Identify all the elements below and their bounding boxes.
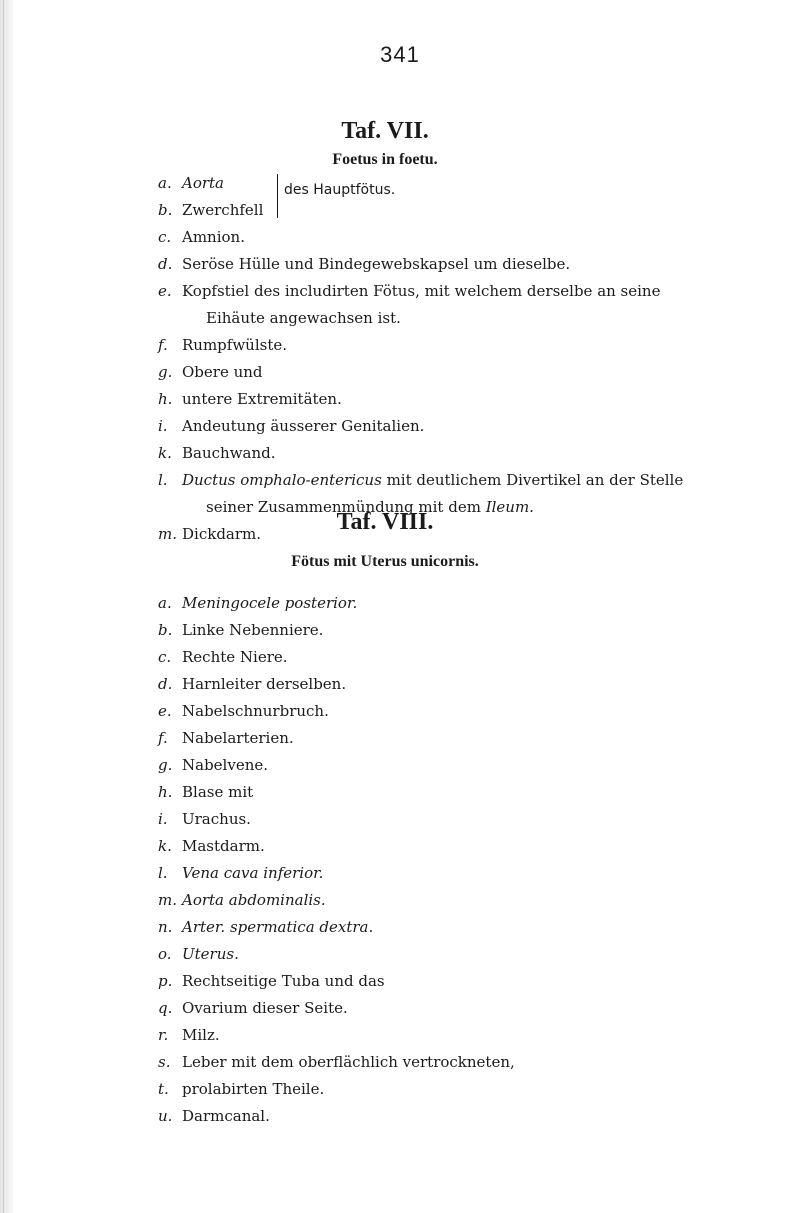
legend-text: Nabelschnurbruch. (182, 702, 329, 720)
legend-text: Rechtseitige Tuba und das (182, 972, 385, 990)
legend-letter: f. (158, 336, 168, 354)
legend-item-d (158, 251, 758, 278)
legend-item-f (158, 725, 758, 752)
plate-vii-subtitle: Foetus in foetu. (332, 151, 438, 168)
legend-letter: k. (158, 837, 172, 855)
legend-text: Rumpfwülste. (182, 336, 287, 354)
legend-text: Arter. spermatica dextra. (182, 918, 374, 936)
legend-item-o (158, 941, 758, 968)
plate-vii-title: Taf. VII. (341, 118, 429, 144)
legend-italic-term: Ductus omphalo-entericus (182, 471, 382, 489)
legend-item-g (158, 359, 758, 386)
legend-letter: o. (158, 945, 172, 963)
legend-text: mit deutlichem Divertikel an der Stelle (386, 471, 684, 489)
legend-item-m (158, 887, 758, 914)
legend-letter: g. (158, 363, 173, 381)
legend-letter: e. (158, 282, 172, 300)
legend-item-q (158, 995, 758, 1022)
legend-letter: e. (158, 702, 172, 720)
brace-mark (271, 174, 278, 218)
legend-item-i (158, 413, 758, 440)
legend-text: Ovarium dieser Seite. (182, 999, 348, 1017)
legend-text: Aorta (182, 174, 225, 192)
legend-item-h (158, 386, 758, 413)
legend-letter: c. (158, 648, 172, 666)
legend-letter: l. (158, 864, 168, 882)
legend-text: Vena cava inferior. (182, 864, 324, 882)
legend-text: Aorta abdominalis. (182, 891, 326, 909)
legend-item-k (158, 833, 758, 860)
legend-text: Rechte Niere. (182, 648, 288, 666)
legend-letter: d. (158, 675, 173, 693)
legend-letter: b. (158, 621, 173, 639)
legend-text: Obere und (182, 363, 263, 381)
legend-letter: u. (158, 1107, 173, 1125)
legend-item-t (158, 1076, 758, 1103)
legend-letter: t. (158, 1080, 169, 1098)
legend-text: Bauchwand. (182, 444, 276, 462)
legend-item-a (158, 170, 224, 197)
legend-letter: h. (158, 390, 173, 408)
legend-continuation: Eihäute angewachsen ist. (206, 309, 401, 327)
plate-viii-legend (158, 590, 758, 1130)
legend-letter: s. (158, 1053, 171, 1071)
legend-continuation-text: seiner Zusammenmündung mit dem (206, 498, 481, 516)
legend-text: Harnleiter derselben. (182, 675, 347, 693)
legend-text: Mastdarm. (182, 837, 265, 855)
legend-item-n (158, 914, 758, 941)
legend-letter: l. (158, 471, 168, 489)
legend-text: prolabirten Theile. (182, 1080, 325, 1098)
legend-text: Uterus. (182, 945, 239, 963)
legend-text: Zwerchfell (182, 201, 264, 219)
legend-item-b (158, 197, 263, 224)
legend-item-r (158, 1022, 758, 1049)
legend-letter: k. (158, 444, 172, 462)
legend-text: Linke Nebenniere. (182, 621, 324, 639)
legend-text: Seröse Hülle und Bindegewebskapsel um dieselbe. (182, 255, 571, 273)
legend-letter: a. (158, 594, 172, 612)
legend-text: Meningocele posterior. (182, 594, 358, 612)
legend-text: Dickdarm. (182, 525, 262, 543)
binding-gutter (0, 0, 14, 1213)
legend-text: Andeutung äusserer Genitalien. (182, 417, 425, 435)
legend-text: Amnion. (182, 228, 245, 246)
legend-letter: i. (158, 417, 168, 435)
legend-item-h (158, 779, 758, 806)
legend-letter: a. (158, 174, 172, 192)
legend-item-c (158, 224, 758, 251)
legend-item-f (158, 332, 758, 359)
plate-viii-subtitle: Fötus mit Uterus unicornis. (291, 553, 479, 570)
plate-vii-legend (158, 224, 758, 548)
legend-text: Milz. (182, 1026, 220, 1044)
legend-letter: r. (158, 1026, 169, 1044)
legend-letter: n. (158, 918, 173, 936)
legend-text: Blase mit (182, 783, 254, 801)
legend-letter: i. (158, 810, 168, 828)
legend-text: Leber mit dem oberflächlich vertrockneten, (182, 1053, 515, 1071)
legend-item-e (158, 278, 758, 332)
legend-text: Urachus. (182, 810, 251, 828)
legend-item-l (158, 860, 758, 887)
legend-letter: d. (158, 255, 173, 273)
legend-italic-term: Ileum. (485, 498, 534, 516)
legend-item-i (158, 806, 758, 833)
page-number: 341 (380, 42, 420, 67)
legend-letter: h. (158, 783, 173, 801)
legend-item-s (158, 1049, 758, 1076)
legend-letter: m. (158, 525, 177, 543)
legend-letter: q. (158, 999, 173, 1017)
legend-item-e (158, 698, 758, 725)
plate-viii-title: Taf. VIII. (336, 509, 434, 535)
legend-item-a (158, 590, 758, 617)
brace-label: des Hauptfötus. (284, 182, 396, 198)
legend-letter: g. (158, 756, 173, 774)
legend-item-c (158, 644, 758, 671)
legend-letter: b. (158, 201, 173, 219)
legend-text: Nabelvene. (182, 756, 269, 774)
legend-text: Kopfstiel des includirten Fötus, mit welchem derselbe an seine (182, 282, 661, 300)
legend-item-k (158, 440, 758, 467)
legend-item-p (158, 968, 758, 995)
legend-item-u (158, 1103, 758, 1130)
legend-letter: c. (158, 228, 172, 246)
legend-text: Nabelarterien. (182, 729, 294, 747)
legend-letter: m. (158, 891, 177, 909)
legend-letter: f. (158, 729, 168, 747)
legend-text: Darmcanal. (182, 1107, 270, 1125)
legend-letter: p. (158, 972, 173, 990)
legend-item-g (158, 752, 758, 779)
legend-brace-group (158, 170, 558, 224)
legend-item-b (158, 617, 758, 644)
legend-item-d (158, 671, 758, 698)
legend-text: untere Extremitäten. (182, 390, 342, 408)
